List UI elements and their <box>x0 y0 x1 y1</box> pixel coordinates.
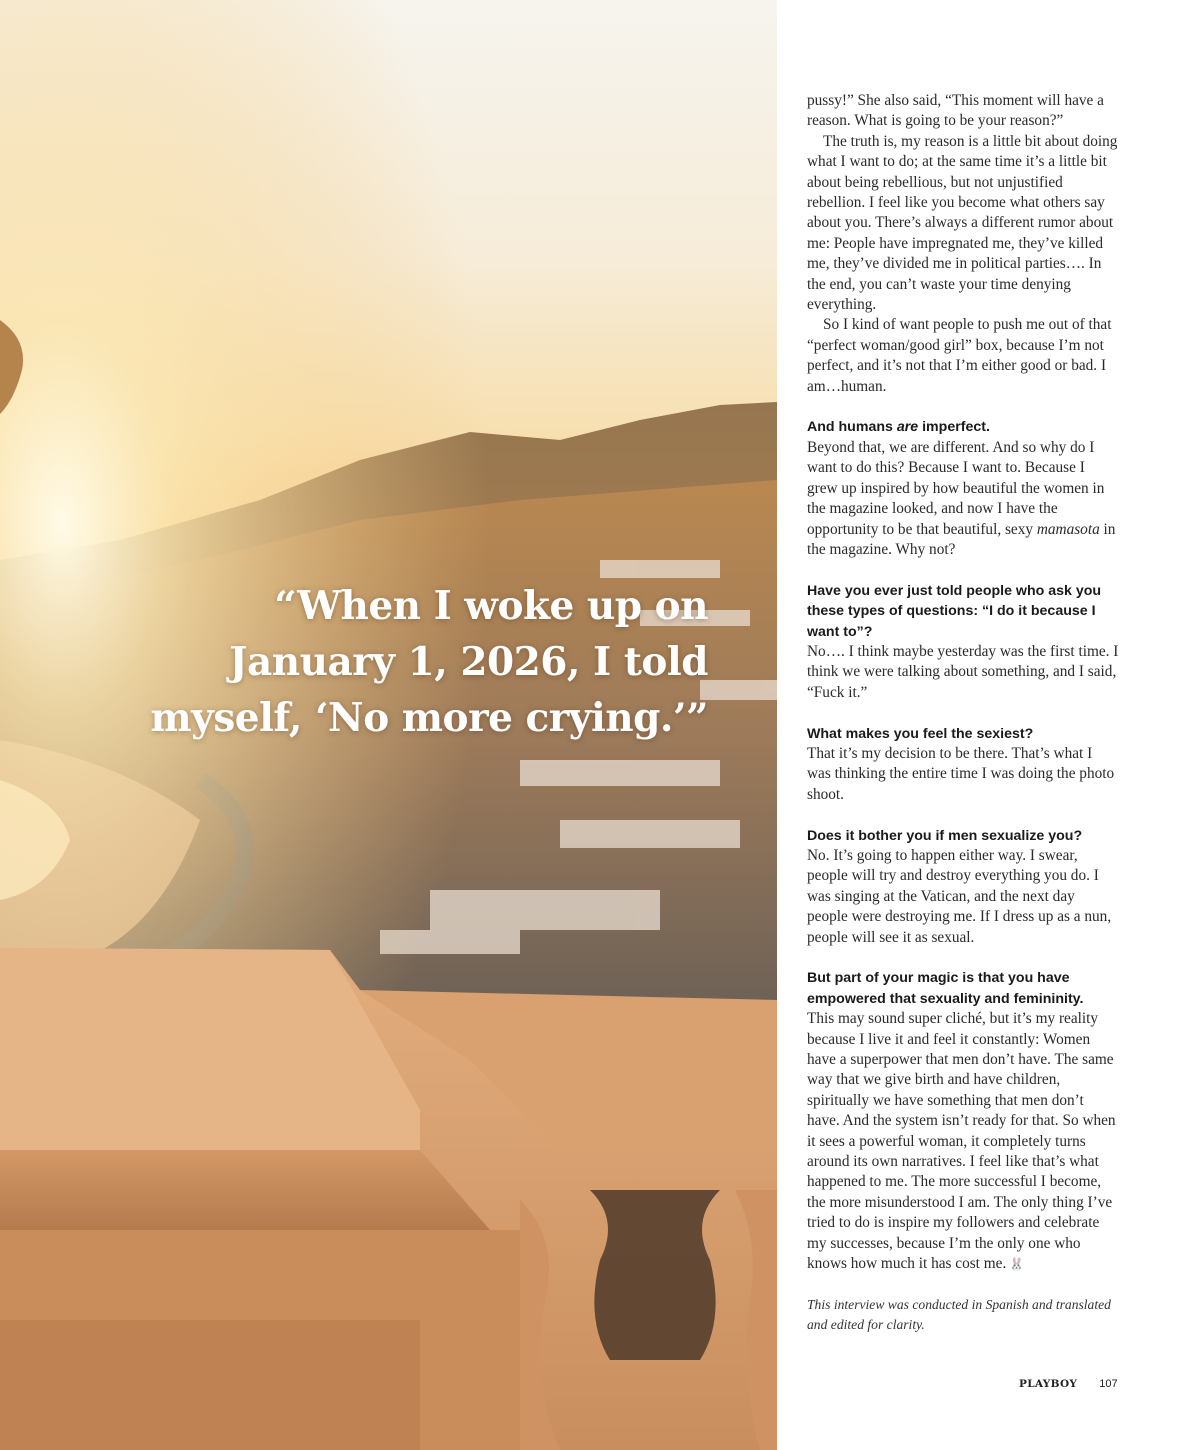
paragraph: The truth is, my reason is a little bit about doing what I want to do; at the same time it’s a little bit about being rebellious, but not unjustified rebellion. I feel like you become what others say about you. There’s always a different rumor about me: People have impregnated me, they’ve killed me, they’ve divided me in political parties…. In the end, you can’t waste your time denying everything. <box>807 132 1118 314</box>
answer <box>807 438 1119 560</box>
magazine-brand: PLAYBOY <box>1019 1378 1078 1390</box>
question-text: imperfect. <box>918 419 990 436</box>
pull-quote-line: January 1, 2026, I told <box>229 639 708 685</box>
question: Does it bother you if men sexualize you? <box>807 827 1083 844</box>
paragraph: pussy!” She also said, “This moment will have a reason. What is going to be your reason?” <box>807 92 1104 130</box>
question-text: And humans <box>807 419 897 436</box>
translation-note: This interview was conducted in Spanish and translated and edited for clarity. <box>807 1296 1111 1333</box>
question: What makes you feel the sexiest? <box>807 725 1034 742</box>
question <box>807 417 1119 437</box>
answer-text: in the magazine. Why not? <box>807 520 1116 558</box>
answer: That it’s my decision to be there. That’s what I was thinking the entire time I was doing the photo shoot. <box>807 744 1115 803</box>
page-number: 107 <box>1099 1378 1118 1390</box>
question: But part of your magic is that you have empowered that sexuality and femininity. <box>807 970 1084 1007</box>
pull-quote-line: myself, ‘No more crying.’” <box>150 695 708 741</box>
question: Have you ever just told people who ask you these types of questions: “I do it because I want to”? <box>807 582 1102 640</box>
paragraph: So I kind of want people to push me out of that “perfect woman/good girl” box, because I’m not perfect, and it’s not that I’m either good or bad. I am…human. <box>807 316 1112 395</box>
answer-emphasis: mamasota <box>1036 520 1100 538</box>
answer <box>807 1009 1119 1274</box>
page-footer <box>1019 1378 1118 1390</box>
question-emphasis: are <box>896 419 919 436</box>
answer: No. It’s going to happen either way. I swear, people will try and destroy everything you do. I was singing at the Vatican, and the next day people were destroying me. If I dress up as a nun, people will see it as sexual. <box>807 846 1112 946</box>
answer-text: This may sound super cliché, but it’s my reality because I live it and feel it constantly: Women have a superpower that men don’t have. The same way that we give birth and have children, spiritually we have something that men don’t have. And the system isn’t ready for that. So when it sees a powerful woman, it completely turns around its own narratives. I feel like that’s what happened to me. The more successful I become, the more misunderstood I am. The only thing I’ve tried to do is inspire my followers and celebrate my successes, because I’m the only one who knows how much it has cost me. <box>807 1010 1116 1273</box>
answer-text: Beyond that, we are different. And so why do I want to do this? Because I want to. Because I grew up inspired by how beautiful the women in the magazine looked, and now I have the opportunity to be that beautiful, sexy <box>807 438 1105 538</box>
pull-quote <box>40 578 708 746</box>
article-column <box>807 91 1119 1336</box>
bunny-end-mark-icon: 🐰 <box>1009 1257 1025 1272</box>
answer: No…. I think maybe yesterday was the first time. I think we were talking about something, and I said, “Fuck it.” <box>807 642 1119 701</box>
pull-quote-line: “When I woke up on <box>274 583 708 629</box>
